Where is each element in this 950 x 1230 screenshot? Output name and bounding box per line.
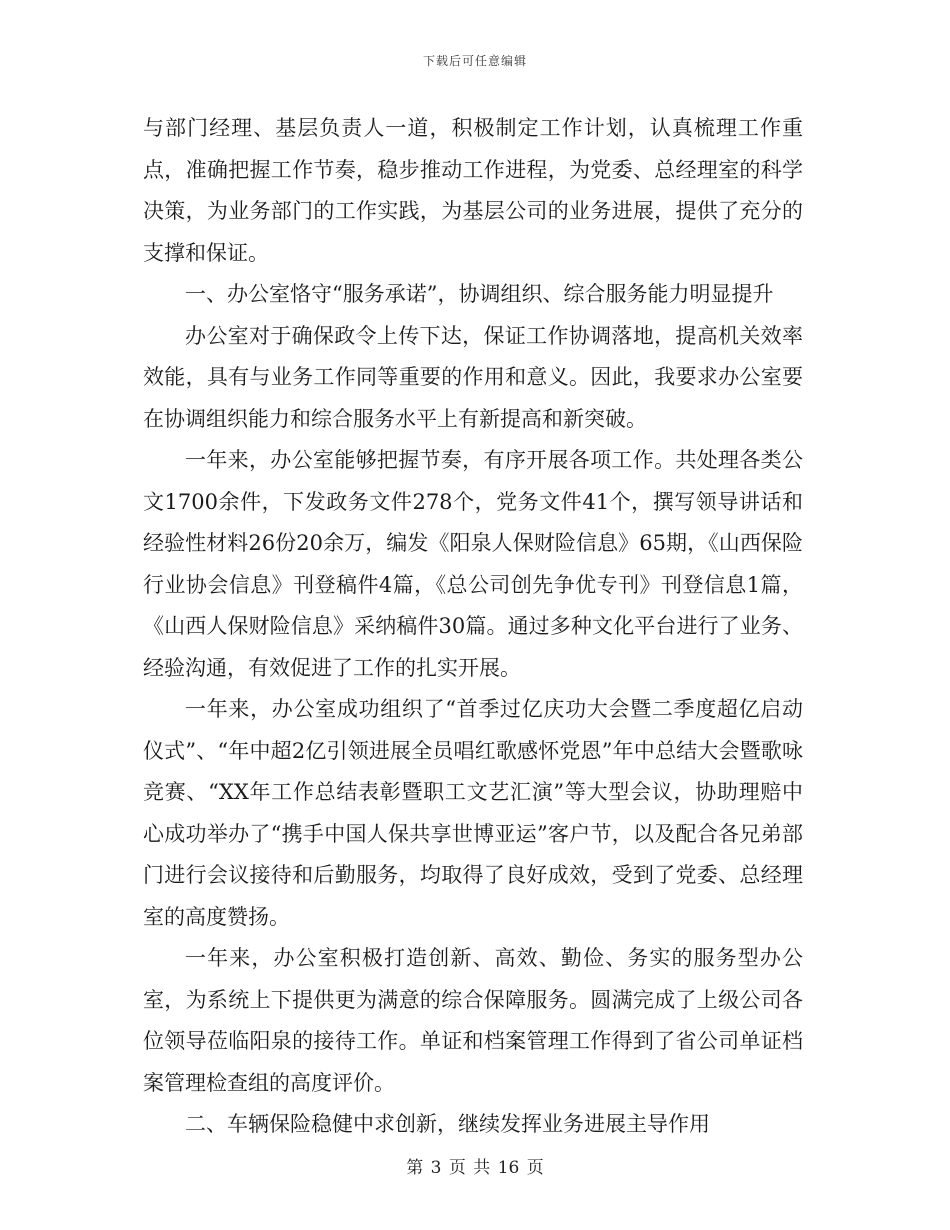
- page-header: 下载后可任意编辑: [422, 54, 527, 68]
- paragraph-service: 一年来，办公室积极打造创新、高效、勤俭、务实的服务型办公室，为系统上下提供更为满意的综合保障服务。圆满完成了上级公司各位领导莅临阳泉的接待工作。单证和档案管理工作得到了省公司单证档案管理检查组的高度评价。: [143, 946, 803, 1095]
- paragraph-office-role: 办公室对于确保政令上传下达，保证工作协调落地，提高机关效率效能，具有与业务工作同等重要的作用和意义。因此，我要求办公室要在协调组织能力和综合服务水平上有新提高和新突破。: [143, 323, 803, 431]
- section-heading-1: 一、办公室恪守“服务承诺”，协调组织、综合服务能力明显提升: [185, 282, 774, 306]
- document-body: [143, 108, 803, 1146]
- paragraph-documents: 一年来，办公室能够把握节奏，有序开展各项工作。共处理各类公文1700余件，下发政务文件278个，党务文件41个，撰写领导讲话和经验性材料26份20余万，编发《阳泉人保财险信息》65期，《山西保险行业协会信息》刊登稿件4篇，《总公司创先争优专刊》刊登信息1篇，《山西人保财险信息》采纳稿件30篇。通过多种文化平台进行了业务、经验沟通，有效促进了工作的扎实开展。: [143, 448, 803, 680]
- paragraph-continuation: 与部门经理、基层负责人一道，积极制定工作计划，认真梳理工作重点，准确把握工作节奏，稳步推动工作进程，为党委、总经理室的科学决策，为业务部门的工作实践，为基层公司的业务进展，提供了充分的支撑和保证。: [143, 116, 803, 265]
- paragraph-events: 一年来，办公室成功组织了“首季过亿庆功大会暨二季度超亿启动仪式”、“年中超2亿引领进展全员唱红歌感怀党恩”年中总结大会暨歌咏竞赛、“XX年工作总结表彰暨职工文艺汇演”等大型会议，协助理赔中心成功举办了“携手中国人保共享世博亚运”客户节，以及配合各兄弟部门进行会议接待和后勤服务，均取得了良好成效，受到了党委、总经理室的高度赞扬。: [143, 697, 803, 929]
- page-footer: 第 3 页 共 16 页: [406, 1158, 544, 1178]
- section-heading-2: 二、车辆保险稳健中求创新，继续发挥业务进展主导作用: [185, 1112, 710, 1136]
